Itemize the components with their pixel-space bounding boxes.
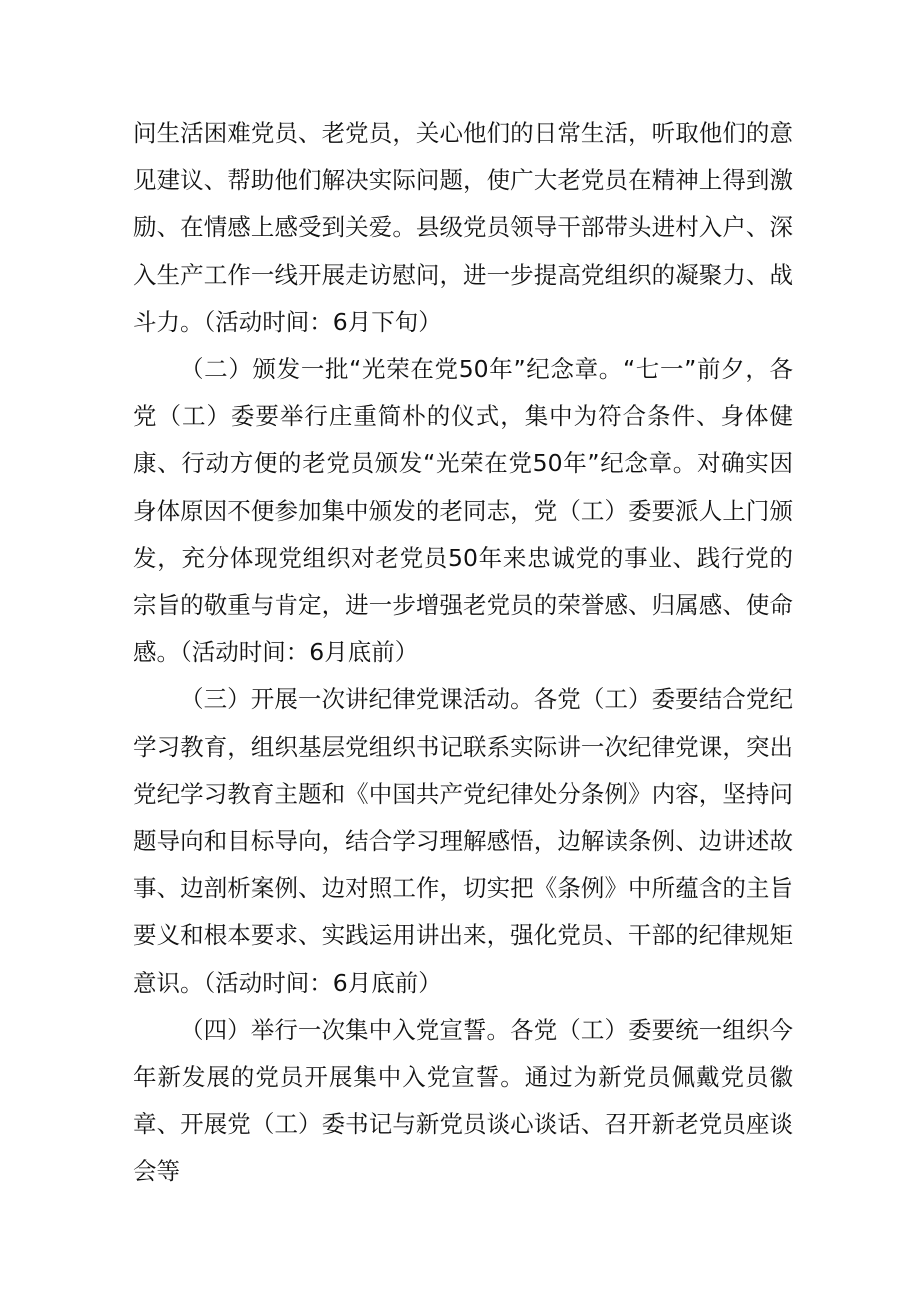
paragraph-section-2: （二）颁发一批“光荣在党50年”纪念章。“七一”前夕，各党（工）委要举行庄重简朴的仪式，集中为符合条件、身体健康、行动方便的老党员颁发“光荣在党50年”纪念章。对确实因身体原因不便参加集中颁发的老同志，党（工）委要派人上门颁发，充分体现党组织对老党员50年来忠诚党的事业、践行党的宗旨的敬重与肯定，进一步增强老党员的荣誉感、归属感、使命感。（活动时间：6月底前） bbox=[133, 355, 793, 667]
paragraph-section-3: （三）开展一次讲纪律党课活动。各党（工）委要结合党纪学习教育，组织基层党组织书记联系实际讲一次纪律党课，突出党纪学习教育主题和《中国共产党纪律处分条例》内容，坚持问题导向和目标导向，结合学习理解感悟，边解读条例、边讲述故事、边剖析案例、边对照工作，切实把《条例》中所蕴含的主旨要义和根本要求、实践运用讲出来，强化党员、干部的纪律规矩意识。（活动时间：6月底前） bbox=[133, 685, 793, 997]
paragraph-continuation: 问生活困难党员、老党员，关心他们的日常生活，听取他们的意见建议、帮助他们解决实际问题，使广大老党员在精神上得到激励、在情感上感受到关爱。县级党员领导干部带头进村入户、深入生产工作一线开展走访慰问，进一步提高党组织的凝聚力、战斗力。（活动时间：6月下旬） bbox=[133, 119, 793, 336]
paragraph-section-4: （四）举行一次集中入党宣誓。各党（工）委要统一组织今年新发展的党员开展集中入党宣誓。通过为新党员佩戴党员徽章、开展党（工）委书记与新党员谈心谈话、召开新老党员座谈会等 bbox=[133, 1015, 793, 1186]
document-body bbox=[133, 110, 793, 1196]
